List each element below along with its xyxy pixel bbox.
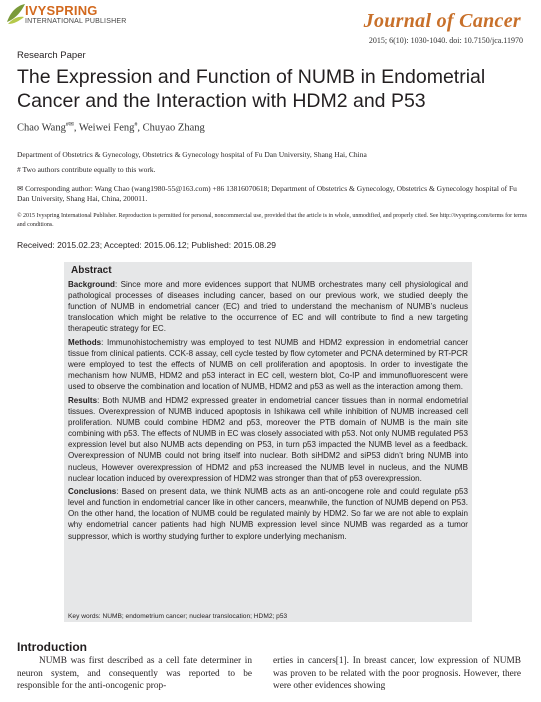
abstract-conclusions [68, 486, 468, 541]
article-type: Research Paper [17, 50, 86, 61]
section-label: Results [68, 395, 98, 405]
ivyspring-leaf-icon [5, 2, 27, 26]
copyright-notice: © 2015 Ivyspring International Publisher. Reproduction is permitted for personal, noncommercial use, provided that the article is in whole, unmodified, and properly cited. See http://ivyspring.com/terms for terms and conditions. [17, 213, 527, 228]
author-name: Chao Wang [17, 122, 66, 134]
article-title: The Expression and Function of NUMB in Endometrial Cancer and the Interaction with HDM2 and P53 [17, 66, 486, 112]
section-text: : Both NUMB and HDM2 expressed greater in endometrial cancer tissues than in normal endometrial tissues. Overexpression of NUMB induced apoptosis in Ishikawa cell while inhibition of NUMB increased cell proliferation. NUMB could combine HDM2 and p53, moreover the PTB domain of NUMB is the main site combining with p53. The effects of NUMB in EC was closely associated with p53. Not only NUMB regulated P53 expression level but also NUMB acts depending on P53, in turn p53 impacted the NUMB level as a feedback. Overexpression of NUMB could not bring itself into nuclear. Both siHDM2 and siP53 didn’t bring NUMB into nucleus, However overexpression of HDM2 and p53 increased the NUMB level in nucleus, and the NUMB nuclear location induced by overexpression of HDM2 was stronger than that of p53 overexpression. [68, 395, 468, 483]
corresponding-author: ✉ Corresponding author: Wang Chao (wang1980-55@163.com) +86 13816070618; Department of Obstetrics & Gynecology, Obstetrics & Gynecology hospital of Fu Dan University, Shang Hai, China, 200011. [17, 184, 517, 203]
abstract-methods [68, 337, 468, 392]
abstract-results [68, 395, 468, 484]
abstract-heading: Abstract [71, 265, 112, 276]
keywords: Key words: NUMB; endometrium cancer; nuclear translocation; HDM2; p53 [68, 613, 288, 620]
journal-title: Journal of Cancer [363, 10, 521, 32]
section-text: : Since more and more evidences support that NUMB orchestrates many cell physiological and pathological processes of diseases including cancer, based on our previous work, we studied deeply the function of NUMB in endometrial cancer (EC) and tried to understand the mechanism of NUMB’s nucleus translocation which might be relative to the occurrence of EC and will contribute to find a new targeting therapeutic strategy for EC. [68, 280, 468, 334]
section-label: Methods [68, 337, 102, 347]
author-marker: # [134, 122, 138, 128]
abstract-content [68, 264, 468, 544]
publication-dates: Received: 2015.02.23; Accepted: 2015.06.12; Published: 2015.08.29 [17, 240, 276, 250]
section-heading-introduction: Introduction [17, 640, 87, 654]
abstract-background [68, 279, 468, 334]
publisher-subtitle: INTERNATIONAL PUBLISHER [25, 18, 127, 25]
section-text: : Immunohistochemistry was employed to test NUMB and HDM2 expression in endometrial cancer tissue from clinical patients. CCK-8 assay, cell cycle tested by flow cytometer and PCNA determined by RT-PCR were employed to test the effects of NUMB on cell proliferation and apoptosis. In order to investigate the mechanism how NUMB, HDM2 and p53 interact in EC cell, western blot, Co-IP and immunofluorescent were used to observe the combination and location of NUMB, HDM2 and p53 as well as the interaction among them. [68, 337, 468, 392]
affiliation: Department of Obstetrics & Gynecology, Obstetrics & Gynecology hospital of Fu Dan University, Shang Hai, China [17, 150, 367, 159]
intro-left-column: NUMB was first described as a cell fate determiner in neuron system, and consequently was reported to be responsible for the anti-oncogenic prop- [17, 656, 252, 691]
publisher-logo [5, 2, 155, 32]
publisher-name: IVYSPRING [25, 3, 98, 18]
equal-contribution-note: # Two authors contribute equally to this work. [17, 165, 156, 174]
section-label: Conclusions [68, 487, 117, 497]
author-list [17, 121, 205, 134]
intro-right-column: erties in cancers[1]. In breast cancer, low expression of NUMB was proven to be related with the poor prognosis. However, there were other evidences showing [273, 656, 521, 691]
author-name: , Weiwei Feng [73, 122, 135, 134]
section-label: Background [68, 280, 115, 289]
author-name: , Chuyao Zhang [137, 122, 205, 134]
abstract-box [64, 262, 472, 622]
author-marker: #✉ [65, 122, 74, 128]
section-text: : Based on present data, we think NUMB acts as an anti-oncogene role and could regulate p53 level and function in endometrial cancer like in other cancers, meanwhile, the function of NUMB depend on P53. On the other hand, the location of NUMB could be regulated mainly by HDM2. So far we are not able to explain why endometrial cancer patients had high NUMB expression level since NUMB was regarded as a tumor suppressor, which is worthy studying further to explore underlying mechanism. [68, 487, 468, 541]
citation: 2015; 6(10): 1030-1040. doi: 10.7150/jca.11970 [368, 36, 523, 45]
